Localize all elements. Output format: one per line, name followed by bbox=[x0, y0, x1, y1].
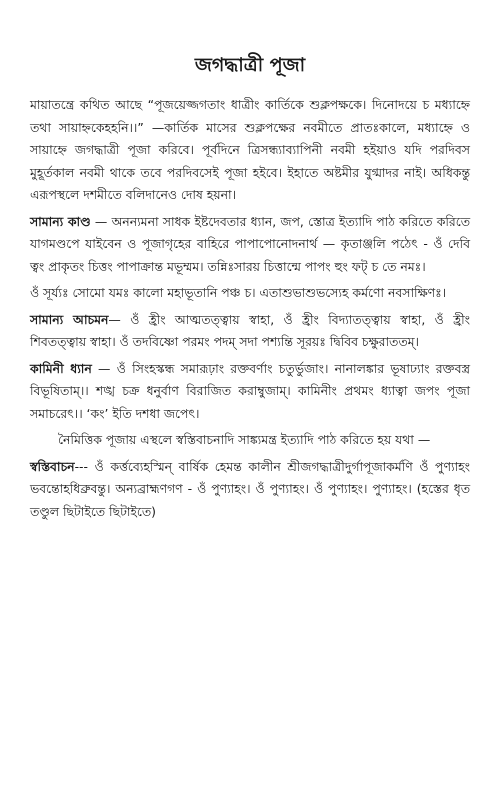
paragraph-kamini-dhyan bbox=[30, 358, 470, 426]
section-heading-swastibachan: স্বস্তিবাচন bbox=[30, 458, 75, 474]
paragraph-intro bbox=[30, 94, 470, 207]
paragraph-text: মায়াতন্ত্রে কথিত আছে “পূজয়েজ্জগতাং ধাত্রীং কার্তিকে শুক্লপক্ষকে। দিনোদয়ে চ মধ্যাহ্নে তথা সায়াহ্নকেহহনি।।” —কার্তিক মাসের শুক্লপক্ষের নবমীতে প্রাতঃকালে, মধ্যাহ্নে ও সায়াহ্নে জগদ্ধাত্রী পূজা করিবে। পূর্বদিনে ত্রিসন্ধ্যাব্যাপিনী নবমী হইয়াও যদি পরদিবস মুহূর্তকাল নবমী থাকে তবে পরদিবসেই পূজা হইবে। ইহাতে অষ্টমীর যুগ্মাদর নাই। অধিকন্তু এরূপস্থলে দশমীতে বলিদানেও দোষ হয়না। bbox=[30, 97, 470, 202]
section-heading-kamini-dhyan: কামিনী ধ্যান bbox=[30, 360, 92, 376]
section-heading-samanya-achaman: সামান্য আচমন bbox=[30, 311, 109, 327]
paragraph-text: — ওঁ হ্রীং আত্মতত্ত্বায় স্বাহা, ওঁ হ্রীং বিদ্যাতত্ত্বায় স্বাহা, ওঁ হ্রীং শিবতত্ত্বায় স্বাহা। ওঁ তদবিষ্ণো পরমং পদম্ সদা পশ্যন্তি সূরয়ঃ দ্বিবিব চক্ষুরাততম্। bbox=[30, 311, 470, 349]
section-heading-samanya-kanda: সামান্য কাণ্ড bbox=[30, 213, 91, 229]
paragraph-samanya-kanda bbox=[30, 211, 470, 279]
paragraph-naimittik bbox=[30, 429, 470, 452]
page-title: জগদ্ধাত্রী পূজা bbox=[194, 54, 306, 76]
paragraph-text: — ওঁ সিংহস্কন্ধ সমারূঢ়াং রক্তবর্ণাং চতুর্ভুজাং। নানালঙ্কার ভূষাঢ্যাং রক্তবস্ত্র বিভূষিতাম্।। শঙ্খ চক্র ধনুর্বাণ বিরাজিত করাম্বুজাম্। কামিনীং প্রথমং ধ্যাত্বা জপং পূজা সমাচরেৎ।। ‘কং’ ইতি দশধা জপেৎ। bbox=[30, 360, 471, 421]
paragraph-text: ওঁ সূর্য্যঃ সোমো যমঃ কালো মহাভূতানি পঞ্চ চ। এতাশুভাশুভস্যেহ কর্মণো নবসাক্ষিণঃ। bbox=[30, 285, 447, 300]
paragraph-samanya-achaman bbox=[30, 309, 470, 354]
paragraph-surya-mantra bbox=[30, 282, 470, 305]
paragraph-text: --- ওঁ কর্ত্তব্যেহস্মিন্ বার্ষিক হেমন্ত কালীন শ্রীজগদ্ধাত্রীদুর্গাপূজাকর্মণি ওঁ পুণ্যাহং ভবন্তোহধিব্রুবন্তু। অন্যব্রাহ্মণগণ - ওঁ পুণ্যাহং। ওঁ পুণ্যাহং। ওঁ পুণ্যাহং। পুণ্যাহং। (হস্তের ধৃত তণ্ডুল ছিটাইতে ছিটাইতে) bbox=[30, 458, 470, 519]
paragraph-text: — অনন্যমনা সাধক ইষ্টদেবতার ধ্যান, জপ, স্তোত্র ইত্যাদি পাঠ করিতে করিতে যাগমণ্ডপে যাইবেন ও পূজাগৃহের বাহিরে পাপাপোনোদনার্থ — কৃতাঞ্জলি পঠেৎ - ওঁ দেবি ত্বং প্রাকৃতং চিত্তং পাপাক্রান্ত মভূম্মম। তন্নিঃসারয় চিত্তান্মে পাপং হুং ফট্ চ তে নমঃ। bbox=[30, 213, 471, 274]
paragraph-swastibachan bbox=[30, 456, 470, 524]
paragraph-text: নৈমিত্তিক পূজায় এস্থলে স্বস্তিবাচনাদি সাঙ্ক্যমন্ত্র ইত্যাদি পাঠ করিতে হয় যথা — bbox=[58, 432, 431, 447]
